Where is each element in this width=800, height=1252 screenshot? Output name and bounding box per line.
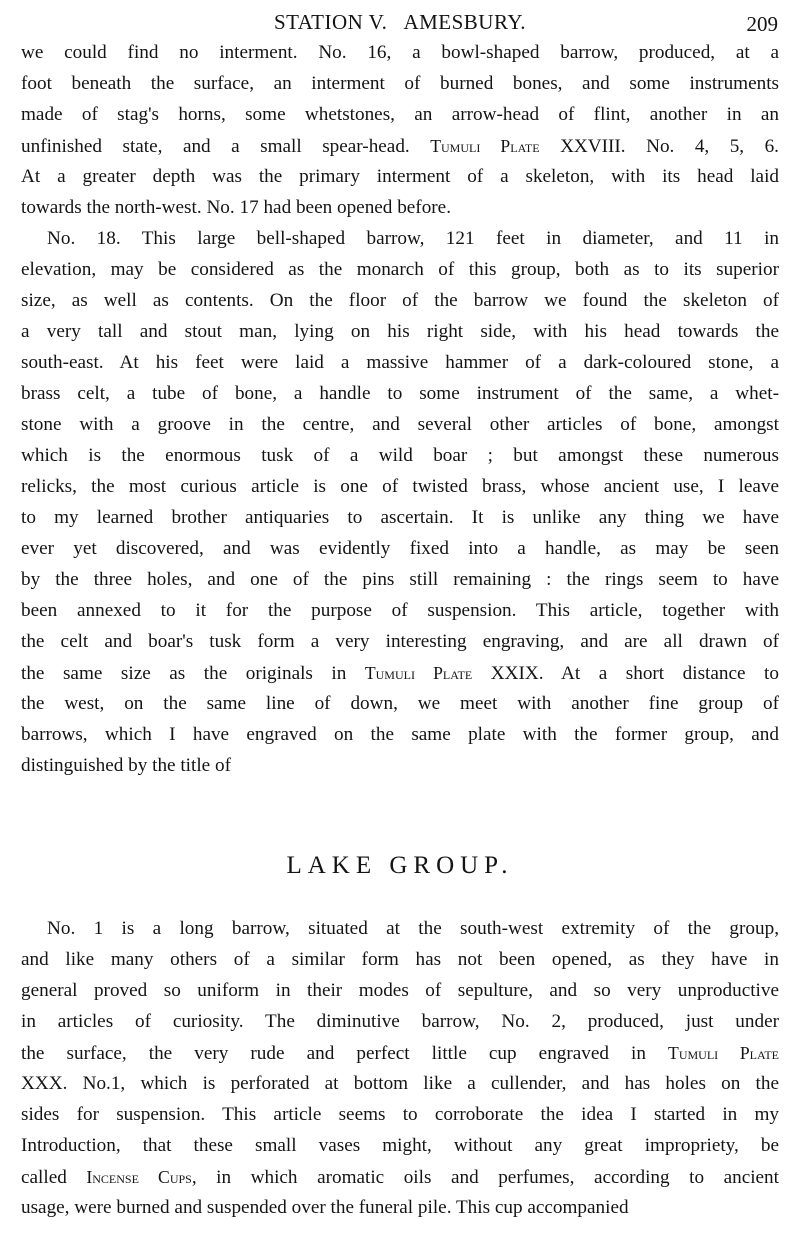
text-line: to my learned brother antiquaries to ascertain. It is unlike any thing we have (21, 507, 779, 528)
text-line: called Incense Cups, in which aromatic oils and perfumes, according to ancient (21, 1167, 779, 1188)
text-line: the celt and boar's tusk form a very interesting engraving, and are all drawn of (21, 631, 779, 652)
running-head-title: STATION V. AMESBURY. (273, 10, 527, 34)
text-line: by the three holes, and one of the pins still remaining : the rings seem to have (21, 569, 779, 590)
small-caps-text: Tumuli Plate (364, 663, 473, 683)
text-line: ever yet discovered, and was evidently fixed into a handle, as may be seen (21, 538, 779, 559)
text-line: unfinished state, and a small spear-head. Tumuli Plate XXVIII. No. 4, 5, 6. (21, 136, 779, 157)
text-line: towards the north-west. No. 17 had been opened before. (21, 197, 451, 218)
text-line: south-east. At his feet were laid a massive hammer of a dark-coloured stone, a (21, 352, 779, 373)
text-line: and like many others of a similar form has not been opened, as they have in (21, 949, 779, 970)
text-line: size, as well as contents. On the floor of the barrow we found the skeleton of (21, 290, 779, 311)
text-line: the west, on the same line of down, we meet with another fine group of (21, 693, 779, 714)
small-caps-text: Tumuli Plate (430, 136, 540, 156)
page-number: 209 (746, 12, 778, 36)
text-line: in articles of curiosity. The diminutive barrow, No. 2, produced, just under (21, 1011, 779, 1032)
small-caps-text: Incense Cups (86, 1167, 192, 1187)
text-line: stone with a groove in the centre, and several other articles of bone, amongst (21, 414, 779, 435)
text-line: the same size as the originals in Tumuli Plate XXIX. At a short distance to (21, 663, 779, 684)
text-line: a very tall and stout man, lying on his right side, with his head towards the (21, 321, 779, 342)
text-line: XXX. No.1, which is perforated at bottom like a cullender, and has holes on the (21, 1073, 779, 1094)
small-caps-text: Tumuli Plate (668, 1043, 779, 1063)
text-line: foot beneath the surface, an interment of burned bones, and some instruments (21, 73, 779, 94)
text-line: made of stag's horns, some whetstones, an arrow-head of flint, another in an (21, 104, 779, 125)
text-line: which is the enormous tusk of a wild boar ; but amongst these numerous (21, 445, 779, 466)
text-line: been annexed to it for the purpose of suspension. This article, together with (21, 600, 779, 621)
text-line: Introduction, that these small vases might, without any great impropriety, be (21, 1135, 779, 1156)
text-line: At a greater depth was the primary interment of a skeleton, with its head laid (21, 166, 779, 187)
text-line: we could find no interment. No. 16, a bowl-shaped barrow, produced, at a (21, 42, 779, 63)
section-heading: LAKE GROUP. (286, 852, 514, 879)
text-line: general proved so uniform in their modes of sepulture, and so very unproductive (21, 980, 779, 1001)
text-line: barrows, which I have engraved on the same plate with the former group, and (21, 724, 779, 745)
text-line: brass celt, a tube of bone, a handle to some instrument of the same, a whet- (21, 383, 779, 404)
text-line: distinguished by the title of (21, 755, 231, 776)
text-line: No. 18. This large bell-shaped barrow, 121 feet in diameter, and 11 in (47, 228, 779, 249)
text-line: elevation, may be considered as the monarch of this group, both as to its superior (21, 259, 779, 280)
text-line: No. 1 is a long barrow, situated at the south-west extremity of the group, (47, 918, 779, 939)
text-line: relicks, the most curious article is one of twisted brass, whose ancient use, I leave (21, 476, 779, 497)
text-line: sides for suspension. This article seems to corroborate the idea I started in my (21, 1104, 779, 1125)
running-head (0, 10, 800, 40)
text-line: the surface, the very rude and perfect little cup engraved in Tumuli Plate (21, 1043, 779, 1064)
text-line: usage, were burned and suspended over the funeral pile. This cup accompanied (21, 1197, 629, 1218)
